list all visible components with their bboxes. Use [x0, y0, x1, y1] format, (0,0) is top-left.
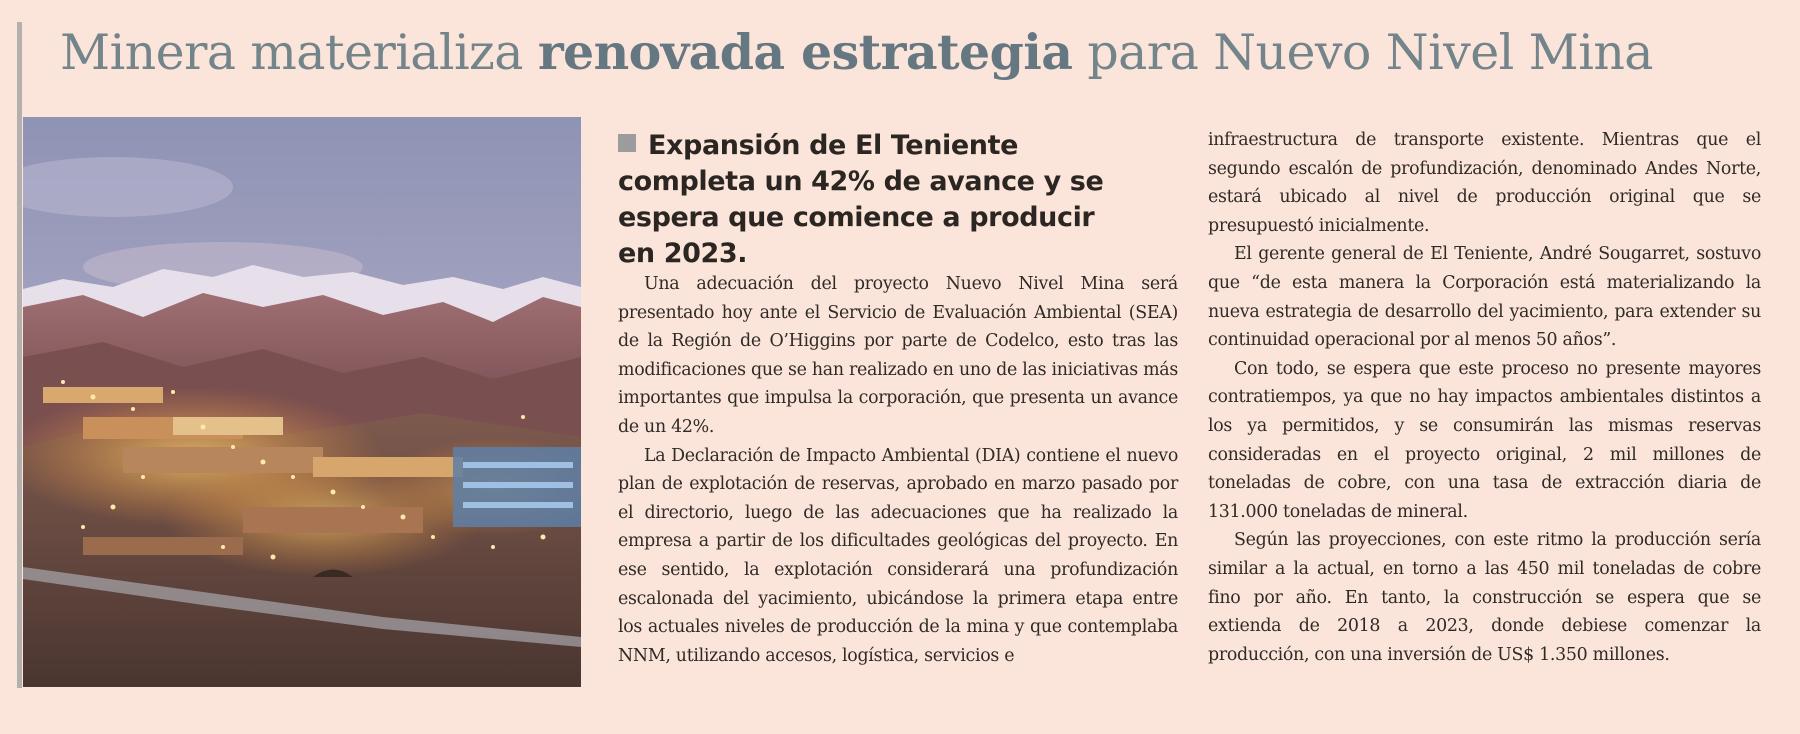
- paragraph: El gerente general de El Teniente, André Sougarret, sostuvo que “de esta manera la Corporación está materializando la nueva estrategia de desarrollo del yacimiento, para extender su continuidad operacional por al menos 50 años”.: [1208, 244, 1761, 351]
- left-rule: [17, 22, 22, 688]
- headline-part2: para Nuevo Nivel Mina: [1072, 24, 1653, 81]
- paragraph: Una adecuación del proyecto Nuevo Nivel Mina será presentado hoy ante el Servicio de Evaluación Ambiental (SEA) de la Región de O’Higgins por parte de Codelco, esto tras las modificaciones que se han realizado en uno de las iniciativas más importantes que impulsa la corporación, que presenta un avance de un 42%.: [618, 274, 1178, 437]
- paragraph: Según las proyecciones, con este ritmo la producción sería similar a la actual, en torno a las 450 mil toneladas de cobre fino por año. En tanto, la construcción se espera que se extienda de 2018 a 2023, donde debiese comenzar la producción, con una inversión de US$ 1.350 millones.: [1208, 530, 1761, 665]
- paragraph: La Declaración de Impacto Ambiental (DIA) contiene el nuevo plan de explotación de reservas, aprobado en marzo pasado por el directorio, luego de las adecuaciones que ha realizado la empresa a partir de los dificultades geológicas del proyecto. En ese sentido, la explotación considerará una profundización escalonada del yacimiento, ubicándose la primera etapa entre los actuales niveles de producción de la mina y que contemplaba NNM, utilizando accesos, logística, servicios e: [618, 445, 1178, 666]
- headline-bold: renovada estrategia: [537, 23, 1073, 81]
- paragraph-continuation: infraestructura de transporte existente. Mientras que el segundo escalón de profundización, denominado Andes Norte, estará ubicado al nivel de producción original que se presupuestó inicialmente.: [1208, 130, 1761, 236]
- mine-photo: [23, 117, 581, 687]
- square-bullet-icon: [618, 134, 636, 152]
- paragraph: Con todo, se espera que este proceso no presente mayores contratiempos, ya que no hay impactos ambientales distintos a los ya permitidos, y se consumirán las mismas reservas consideradas en el proyecto original, 2 mil millones de toneladas de cobre, con una tasa de extracción diaria de 131.000 toneladas de mineral.: [1208, 358, 1761, 522]
- headline-part1: Minera materializa: [60, 24, 538, 81]
- article-column-1: [618, 270, 1178, 670]
- article-column-2: [1208, 126, 1761, 669]
- headline: [60, 14, 1780, 91]
- deck-subheadline: [618, 128, 1138, 272]
- deck-text: Expansión de El Teniente completa un 42% de avance y se espera que comience a producir en 2023.: [618, 130, 1104, 269]
